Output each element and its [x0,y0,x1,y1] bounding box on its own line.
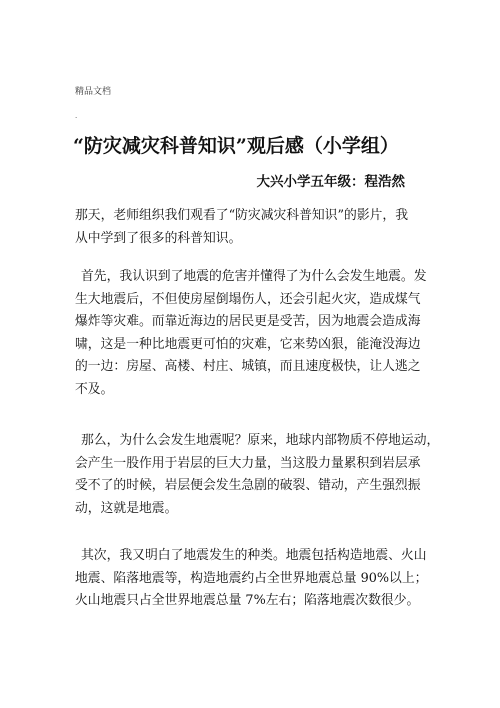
paragraph-line: 火山地震只占全世界地震总量 7%左右；陷落地震次数很少。 [75,593,420,609]
paragraph-line: 不及。 [75,381,114,397]
paragraph-line: 爆炸等灾难。而靠近海边的居民更是受苦，因为地震会造成海 [75,314,421,330]
paragraph-line: 地震、陷落地震等，构造地震约占全世界地震总量 90%以上； [75,570,428,586]
paragraph-line: 生大地震后，不但使房屋倒塌伤人，还会引起火灾，造成煤气 [75,291,421,307]
paragraph-line: 从中学到了很多的科普知识。 [75,230,242,246]
header-dot: . [75,112,78,120]
header-label: 精品文档 [75,87,112,97]
paragraph-4 [75,545,437,613]
paragraph-1 [75,205,437,250]
paragraph-line: 受不了的时候，岩层便会发生急剧的破裂、错动，产生强烈振 [75,478,421,494]
paragraph-line: 那么，为什么会发生地震呢？原来，地球内部物质不停地运动， [81,433,440,448]
paragraph-line: 的一边：房屋、高楼、村庄、城镇，而且速度极快，让人逃之 [75,359,421,375]
paragraph-line: 首先，我认识到了地震的危害并懂得了为什么会发生地震。发 [81,269,427,284]
paragraph-3 [75,430,440,520]
paragraph-line: 会产生一股作用于岩层的巨大力量，当这股力量累积到岩层承 [75,455,421,471]
paragraph-line: 那天，老师组织我们观看了“防灾减灾科普知识”的影片，我 [75,208,409,223]
document-author: 大兴小学五年级：程浩然 [256,174,405,190]
document-title: “防灾减灾科普知识”观后感（小学组） [73,135,399,157]
paragraph-line: 动，这就是地震。 [75,500,178,516]
paragraph-line: 啸，这是一种比地震更可怕的灾难，它来势凶狠，能淹没海边 [75,336,421,352]
paragraph-line: 其次，我又明白了地震发生的种类。地震包括构造地震、火山 [81,548,427,563]
paragraph-2 [75,266,437,402]
